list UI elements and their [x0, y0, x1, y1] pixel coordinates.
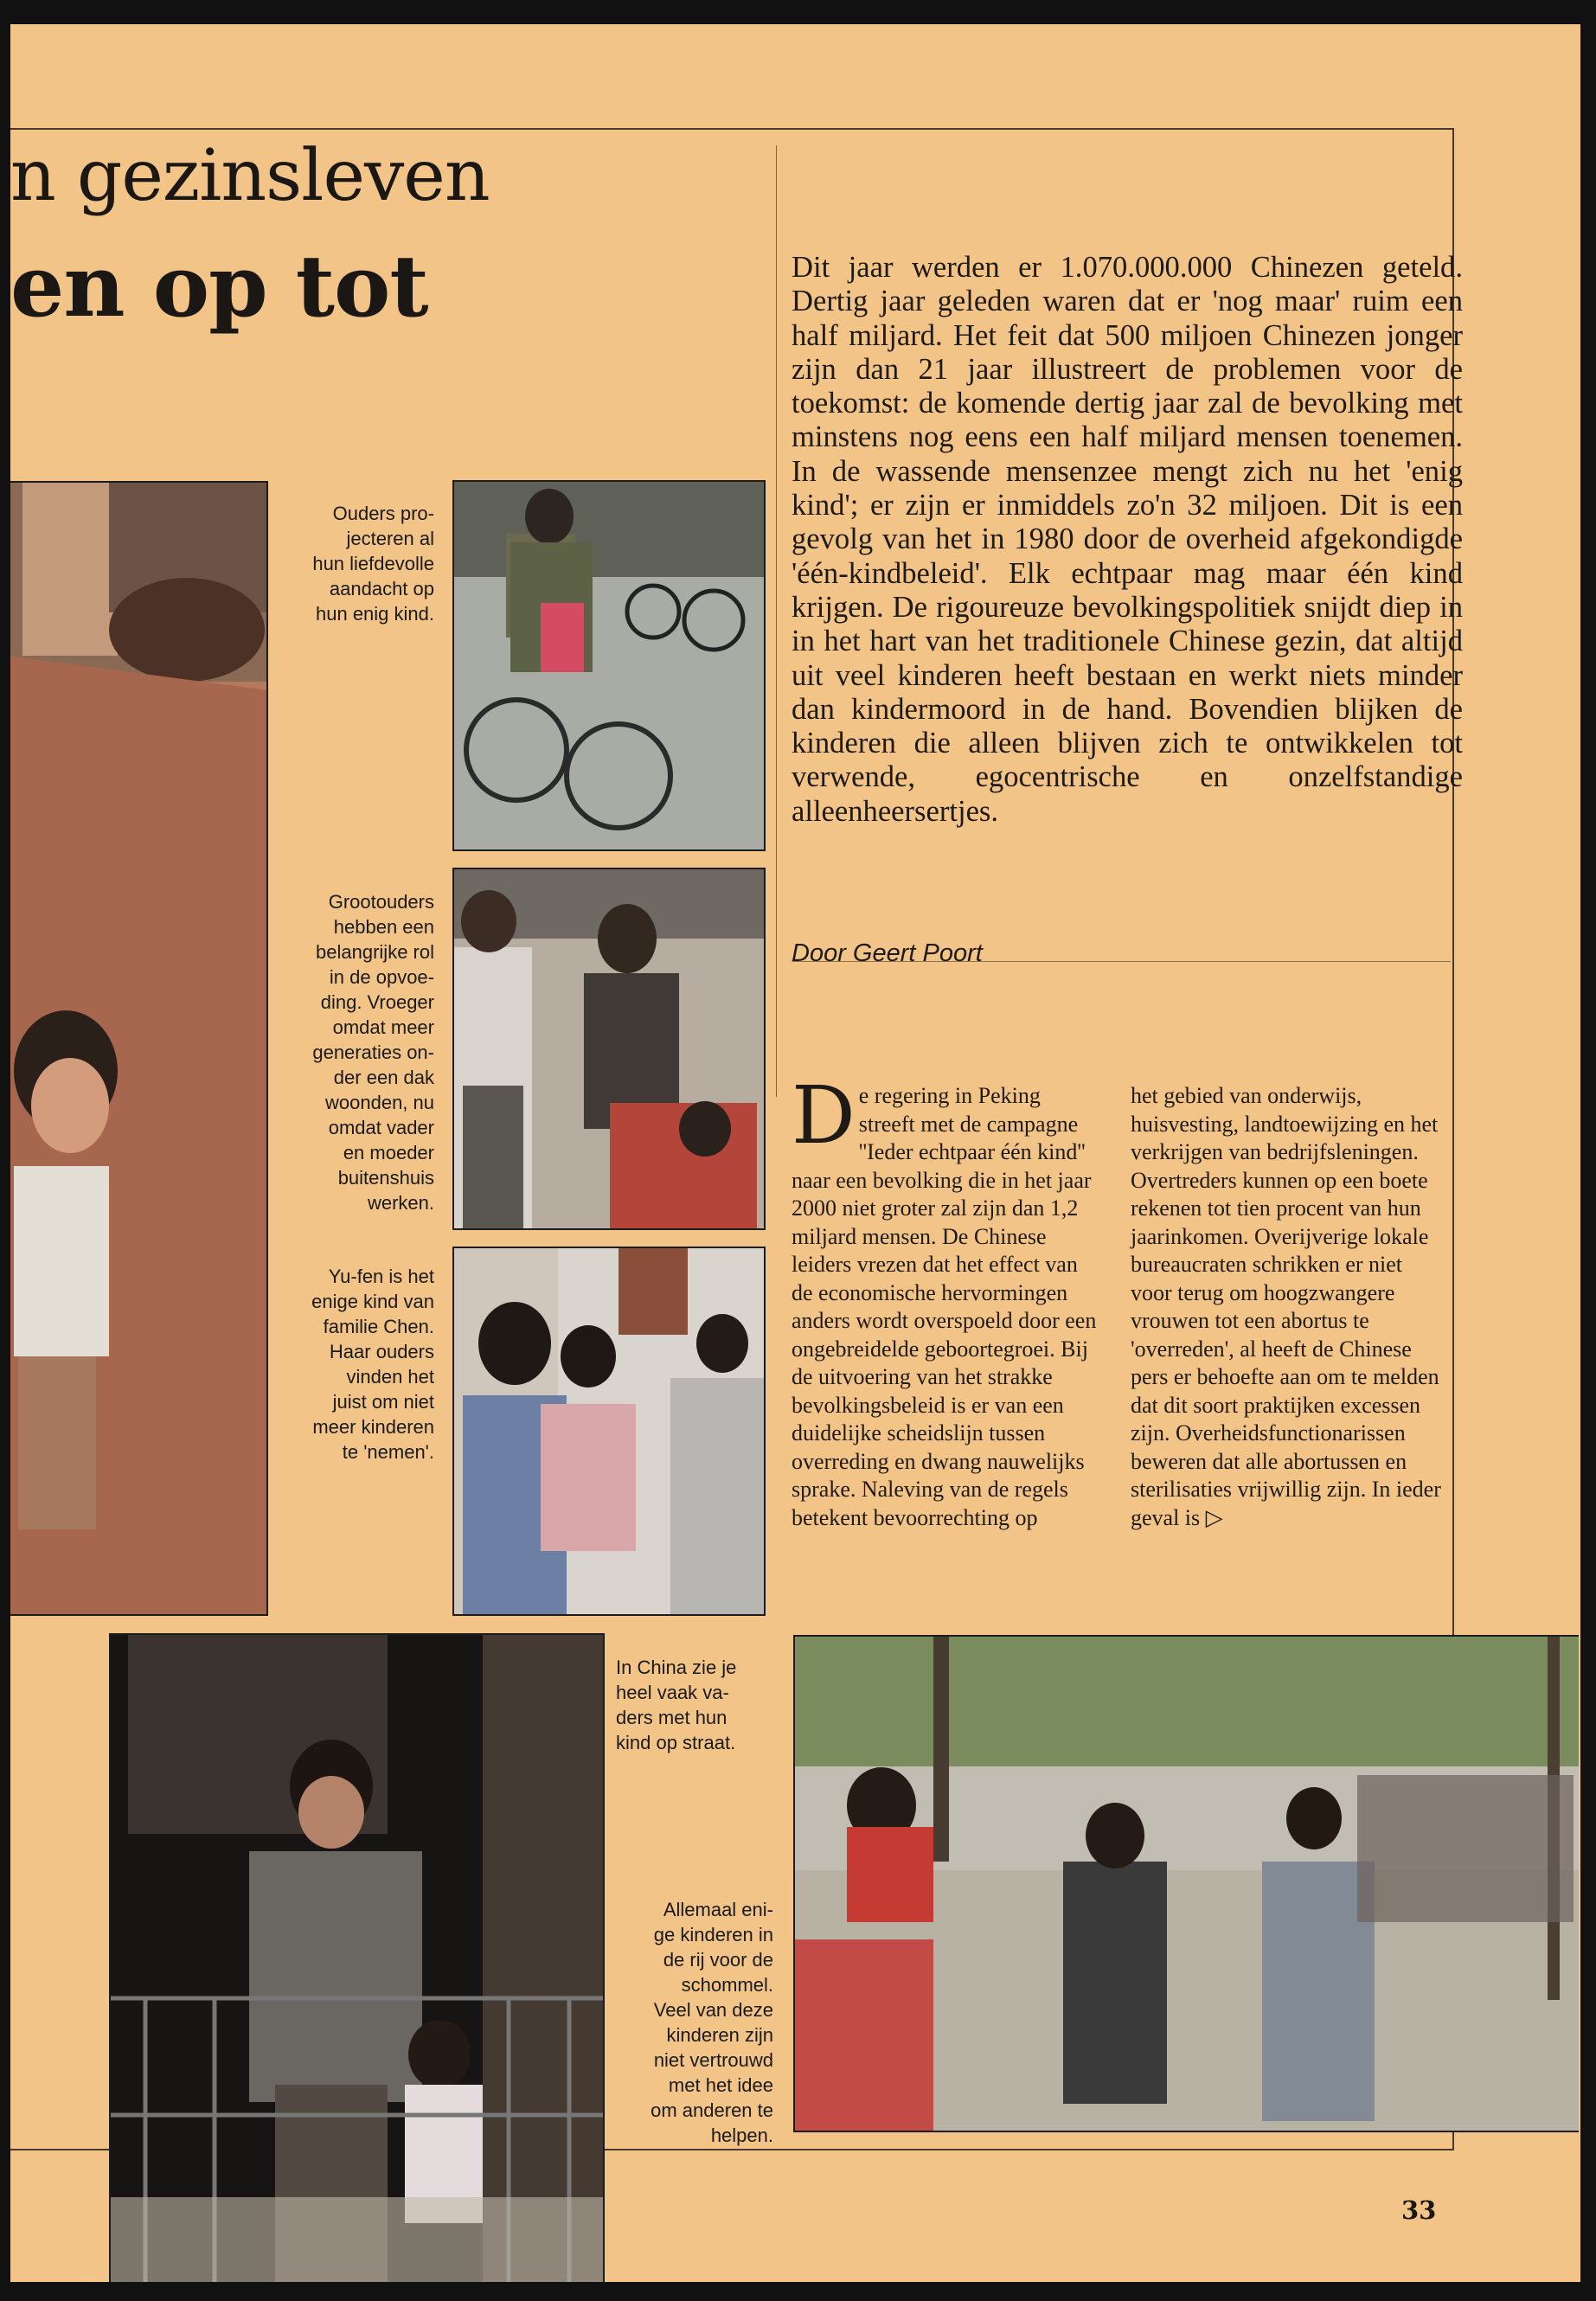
- photo-family-chen: [452, 1247, 766, 1616]
- photo-grandparents-image: [454, 869, 764, 1228]
- caption-fathers-line: ders met hun: [616, 1707, 727, 1728]
- caption-bike-line: hun liefdevolle: [312, 553, 434, 574]
- caption-swing-line: met het idee: [668, 2074, 773, 2096]
- photo-grandparents: [452, 868, 766, 1230]
- caption-grandparents-line: werken.: [367, 1192, 434, 1214]
- photo-family-chen-image: [454, 1248, 764, 1614]
- caption-fathers-line: In China zie je: [616, 1657, 737, 1678]
- photo-boy-on-road-image: [10, 483, 268, 1616]
- caption-grandparents: [261, 889, 434, 1215]
- caption-yufen: [261, 1264, 434, 1465]
- caption-grandparents-line: Grootouders: [328, 891, 434, 913]
- photo-swing-queue: [793, 1635, 1579, 2132]
- caption-bike: [261, 501, 434, 626]
- caption-bike-line: jecteren al: [346, 528, 434, 549]
- caption-grandparents-line: generaties on-: [312, 1042, 434, 1063]
- caption-grandparents-line: in de opvoe-: [329, 966, 434, 988]
- intro-paragraph: Dit jaar werden er 1.070.000.000 Chinezen geteld. Dertig jaar geleden waren dat er 'nog maar' ruim een half miljard. Het feit dat 500 miljoen Chinezen jonger zijn dan 21 jaar illustreert de problemen voor de toekomst: de komende dertig jaar zal de bevolking met minstens nog eens een half miljard mensen toenemen. In de wassende mensenzee mengt zich nu het 'enig kind'; er zijn er inmiddels zo'n 32 miljoen. Dit is een gevolg van het in 1980 door de overheid afgekondigde 'één-kindbeleid'. Elk echtpaar mag maar één kind krijgen. De rigoureuze bevolkingspolitiek snijdt diep in in het hart van het traditionele Chinese gezin, dat altijd uit veel kinderen heeft bestaan en werkt niets minder dan kindermoord in de hand. Bovendien blijken de kinderen die alleen blijven zich te ontwikkelen tot verwende, egocentrische en onzelfstandige alleenheersertjes.: [792, 251, 1463, 828]
- caption-bike-line: aandacht op: [329, 578, 434, 599]
- photo-father-on-bicycle: [452, 480, 766, 851]
- center-column-divider: [776, 145, 777, 1097]
- caption-swing-line: de rij voor de: [663, 1949, 773, 1971]
- caption-grandparents-line: buitenshuis: [337, 1167, 434, 1189]
- caption-yufen-line: Haar ouders: [329, 1341, 434, 1362]
- caption-yufen-line: familie Chen.: [323, 1316, 434, 1337]
- caption-grandparents-line: ding. Vroeger: [320, 991, 434, 1013]
- caption-fathers-line: heel vaak va-: [616, 1682, 729, 1703]
- caption-fathers: [616, 1655, 772, 1755]
- caption-grandparents-line: der een dak: [333, 1067, 434, 1088]
- caption-swing-line: Allemaal eni-: [663, 1899, 773, 1920]
- caption-yufen-line: juist om niet: [332, 1391, 434, 1413]
- photo-father-on-bicycle-image: [454, 482, 764, 849]
- body-column-1-text: e regering in Peking streeft met de campagne ''Ieder echtpaar één kind'' naar een bevolking die in het jaar 2000 niet groter zal zijn dan 1,2 miljard mensen. De Chinese leiders vrezen dat het effect van de economische hervormingen anders wordt overspoeld door een ongebreidelde geboortegroei. Bij de uitvoering van het strakke bevolkingsbeleid is er van een duidelijke scheidslijn tussen overreding en dwang nauwelijks sprake. Naleving van de regels betekent bevoorrechting op: [792, 1083, 1097, 1530]
- magazine-page: [10, 24, 1580, 2282]
- caption-grandparents-line: belangrijke rol: [316, 941, 434, 963]
- page-number: 33: [1401, 2195, 1437, 2225]
- caption-yufen-line: te 'nemen'.: [342, 1441, 434, 1463]
- drop-cap: D: [792, 1069, 856, 1162]
- caption-grandparents-line: hebben een: [333, 916, 434, 938]
- body-column-2: het gebied van onderwijs, huisvesting, landtoewijzing en het verkrijgen van bedrijfsleningen. Overtreders kunnen op een boete rekenen tot tien procent van hun jaarinkomen. Overijverige lokale bureaucraten schrikken er niet voor terug om hoogzwangere vrouwen tot een abortus te 'overreden', al heeft de Chinese pers er behoefte aan om te melden dat dit soort praktijken excessen zijn. Overheidsfunctionarissen beweren dat alle abortussen en sterilisaties vrijwillig zijn. In ieder geval is ▷: [1131, 1083, 1441, 1530]
- caption-bike-line: hun enig kind.: [316, 603, 434, 625]
- photo-father-with-baby: [109, 1633, 605, 2282]
- caption-yufen-line: meer kinderen: [312, 1416, 434, 1438]
- headline-line-1: n gezinsleven: [10, 135, 490, 217]
- caption-grandparents-line: en moeder: [343, 1142, 434, 1163]
- caption-swing-line: kinderen zijn: [666, 2024, 773, 2046]
- caption-fathers-line: kind op straat.: [616, 1732, 736, 1753]
- photo-swing-queue-image: [795, 1637, 1579, 2131]
- caption-bike-line: Ouders pro-: [332, 503, 434, 524]
- caption-swing: [607, 1897, 773, 2148]
- headline-line-2: en op tot: [10, 237, 428, 336]
- caption-swing-line: om anderen te: [651, 2099, 773, 2121]
- caption-swing-line: niet vertrouwd: [653, 2049, 773, 2071]
- caption-swing-line: helpen.: [710, 2125, 773, 2146]
- caption-yufen-line: enige kind van: [311, 1291, 434, 1312]
- photo-boy-on-road: [10, 481, 268, 1616]
- caption-grandparents-line: woonden, nu: [325, 1092, 434, 1113]
- caption-yufen-line: vinden het: [346, 1366, 434, 1388]
- caption-swing-line: schommel.: [681, 1974, 773, 1996]
- byline: Door Geert Poort: [792, 939, 983, 967]
- photo-father-with-baby-image: [111, 1635, 603, 2282]
- caption-grandparents-line: omdat vader: [328, 1117, 434, 1138]
- caption-swing-line: Veel van deze: [653, 1999, 773, 2021]
- caption-yufen-line: Yu-fen is het: [328, 1266, 434, 1287]
- top-rule: [10, 128, 1453, 130]
- caption-grandparents-line: omdat meer: [332, 1016, 434, 1038]
- body-column-1: [792, 1069, 1101, 1532]
- caption-swing-line: ge kinderen in: [653, 1924, 773, 1945]
